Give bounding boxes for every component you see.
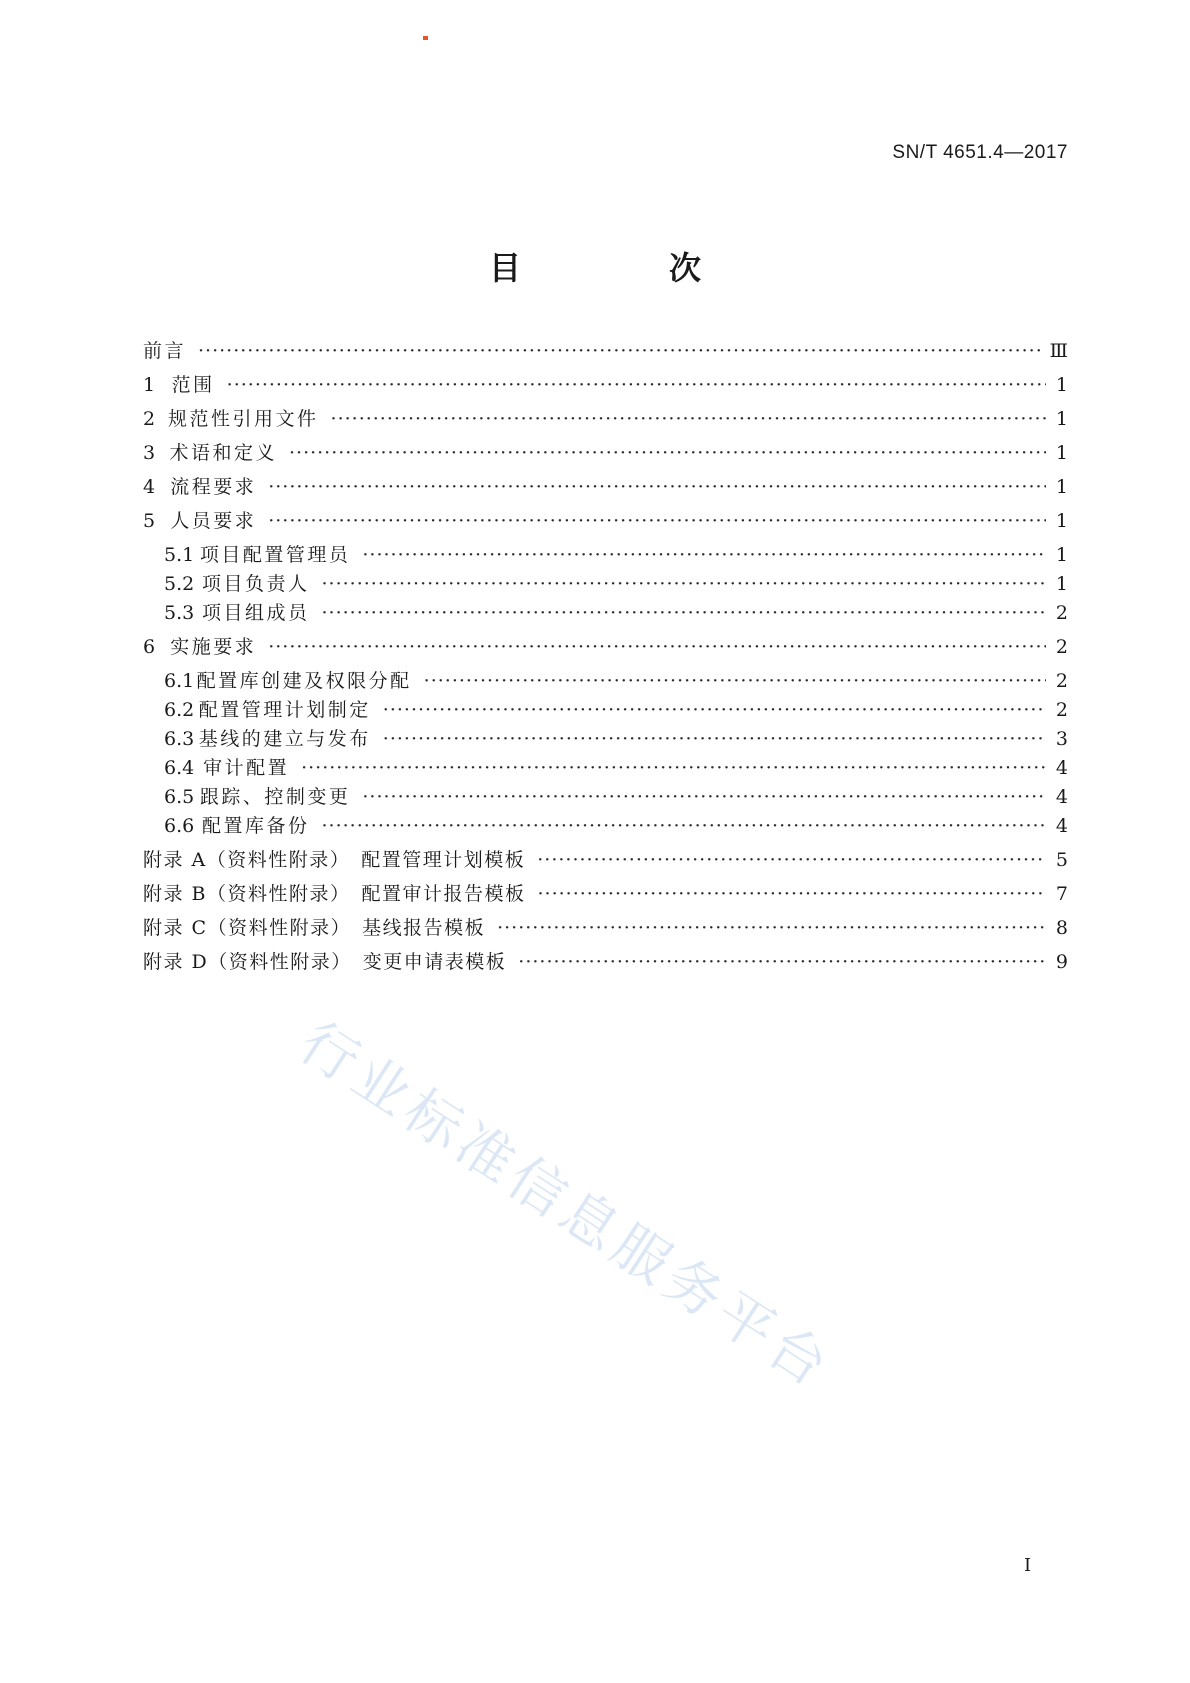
toc-item-number: 2 xyxy=(143,408,156,430)
toc-item-number: 5.1 xyxy=(164,544,195,566)
toc-item[interactable] xyxy=(143,475,1068,499)
toc-item[interactable] xyxy=(143,950,1068,974)
toc-item-page: 4 xyxy=(1055,815,1068,837)
toc-item-number: 6.4 xyxy=(164,757,195,779)
toc-item[interactable] xyxy=(164,669,1068,693)
toc-leader-dots xyxy=(538,882,1046,906)
toc-item[interactable] xyxy=(164,572,1068,596)
toc-leader-dots xyxy=(322,814,1046,838)
toc-item-number: 5.3 xyxy=(164,602,195,624)
toc-item-label: 人员要求 xyxy=(170,510,257,532)
toc-item[interactable] xyxy=(164,601,1068,625)
toc-item-page: 1 xyxy=(1055,374,1068,396)
toc-item-label: 范围 xyxy=(171,374,215,396)
toc-item-label: 跟踪、控制变更 xyxy=(199,786,351,808)
toc-item-page: 1 xyxy=(1055,573,1068,595)
toc-item-page: 4 xyxy=(1055,786,1068,808)
toc-item-number: 6 xyxy=(143,636,156,658)
toc-leader-dots xyxy=(537,848,1046,872)
toc-item-label: 附录 A（资料性附录） 配置管理计划模板 xyxy=(143,849,526,871)
toc-item-label: 项目负责人 xyxy=(202,573,310,595)
toc-item[interactable] xyxy=(164,727,1068,751)
toc-item-page: 2 xyxy=(1055,602,1068,624)
toc-item-label: 附录 B（资料性附录） 配置审计报告模板 xyxy=(143,883,526,905)
toc-item-label: 附录 D（资料性附录） 变更申请表模板 xyxy=(143,951,507,973)
toc-item[interactable] xyxy=(164,785,1068,809)
toc-leader-dots xyxy=(289,441,1046,465)
page-number: I xyxy=(1024,1555,1032,1576)
toc-item-label: 附录 C（资料性附录） 基线报告模板 xyxy=(143,917,486,939)
toc-item-label: 实施要求 xyxy=(170,636,257,658)
toc-item[interactable] xyxy=(143,407,1068,431)
toc-item-page: 1 xyxy=(1055,510,1068,532)
toc-item[interactable] xyxy=(143,509,1068,533)
toc-item[interactable] xyxy=(143,441,1068,465)
toc-item[interactable] xyxy=(143,339,1068,363)
toc-item-page: Ⅲ xyxy=(1049,340,1068,362)
watermark: 行业标准信息服务平台 xyxy=(288,1010,844,1403)
toc-item-label: 配置库备份 xyxy=(202,815,310,837)
toc-item-page: 8 xyxy=(1055,917,1068,939)
toc-item[interactable] xyxy=(143,916,1068,940)
toc-item-number: 6.2 xyxy=(164,699,195,721)
toc-item-number: 5 xyxy=(143,510,156,532)
toc-leader-dots xyxy=(322,572,1046,596)
toc-leader-dots xyxy=(497,916,1046,940)
toc-leader-dots xyxy=(268,475,1046,499)
toc-item[interactable] xyxy=(143,635,1068,659)
toc-item-label: 基线的建立与发布 xyxy=(198,728,371,750)
toc-item[interactable] xyxy=(164,814,1068,838)
toc-item[interactable] xyxy=(164,698,1068,722)
toc-item-label: 术语和定义 xyxy=(169,442,277,464)
toc-item-page: 1 xyxy=(1055,476,1068,498)
toc-item-number: 6.1 xyxy=(164,670,195,692)
toc-leader-dots xyxy=(268,635,1046,659)
toc-item-page: 1 xyxy=(1055,442,1068,464)
toc-item-page: 1 xyxy=(1055,408,1068,430)
toc-item-page: 9 xyxy=(1055,951,1068,973)
toc-leader-dots xyxy=(383,727,1046,751)
toc-item[interactable] xyxy=(143,848,1068,872)
toc-leader-dots xyxy=(424,669,1046,693)
toc-item-label: 前言 xyxy=(143,340,187,362)
toc-leader-dots xyxy=(268,509,1046,533)
toc-item-label: 流程要求 xyxy=(170,476,257,498)
standard-number: SN/T 4651.4—2017 xyxy=(892,142,1068,163)
toc-leader-dots xyxy=(362,785,1046,809)
toc-item-label: 规范性引用文件 xyxy=(168,408,319,430)
toc-item-number: 1 xyxy=(143,374,156,396)
toc-item[interactable] xyxy=(143,373,1068,397)
toc-item-label: 配置管理计划制定 xyxy=(198,699,371,721)
toc-item[interactable] xyxy=(164,543,1068,567)
toc-item-number: 6.5 xyxy=(164,786,195,808)
toc-item-number: 3 xyxy=(143,442,156,464)
toc-leader-dots xyxy=(518,950,1046,974)
toc-leader-dots xyxy=(322,601,1046,625)
toc-item-label: 项目组成员 xyxy=(202,602,310,624)
toc-item[interactable] xyxy=(143,882,1068,906)
toc-item-number: 5.2 xyxy=(164,573,195,595)
toc-leader-dots xyxy=(331,407,1046,431)
toc-item-label: 项目配置管理员 xyxy=(199,544,351,566)
toc-leader-dots xyxy=(362,543,1046,567)
toc-leader-dots xyxy=(383,698,1046,722)
toc-leader-dots xyxy=(301,756,1046,780)
toc-item-number: 6.3 xyxy=(164,728,195,750)
toc-item-page: 7 xyxy=(1055,883,1068,905)
page-title: 目 次 xyxy=(488,249,759,287)
toc-item-page: 1 xyxy=(1055,544,1068,566)
toc-item-number: 6.6 xyxy=(164,815,195,837)
toc-item-page: 5 xyxy=(1055,849,1068,871)
toc-item-page: 2 xyxy=(1055,670,1068,692)
toc-item-page: 2 xyxy=(1055,636,1068,658)
toc-item-label: 配置库创建及权限分配 xyxy=(196,670,412,692)
toc-item-page: 3 xyxy=(1055,728,1068,750)
toc-item[interactable] xyxy=(164,756,1068,780)
toc-item-page: 4 xyxy=(1055,757,1068,779)
orange-mark xyxy=(423,36,428,40)
toc-item-number: 4 xyxy=(143,476,156,498)
toc-item-label: 审计配置 xyxy=(203,757,290,779)
toc-leader-dots xyxy=(198,339,1040,363)
toc-leader-dots xyxy=(227,373,1046,397)
toc-item-page: 2 xyxy=(1055,699,1068,721)
